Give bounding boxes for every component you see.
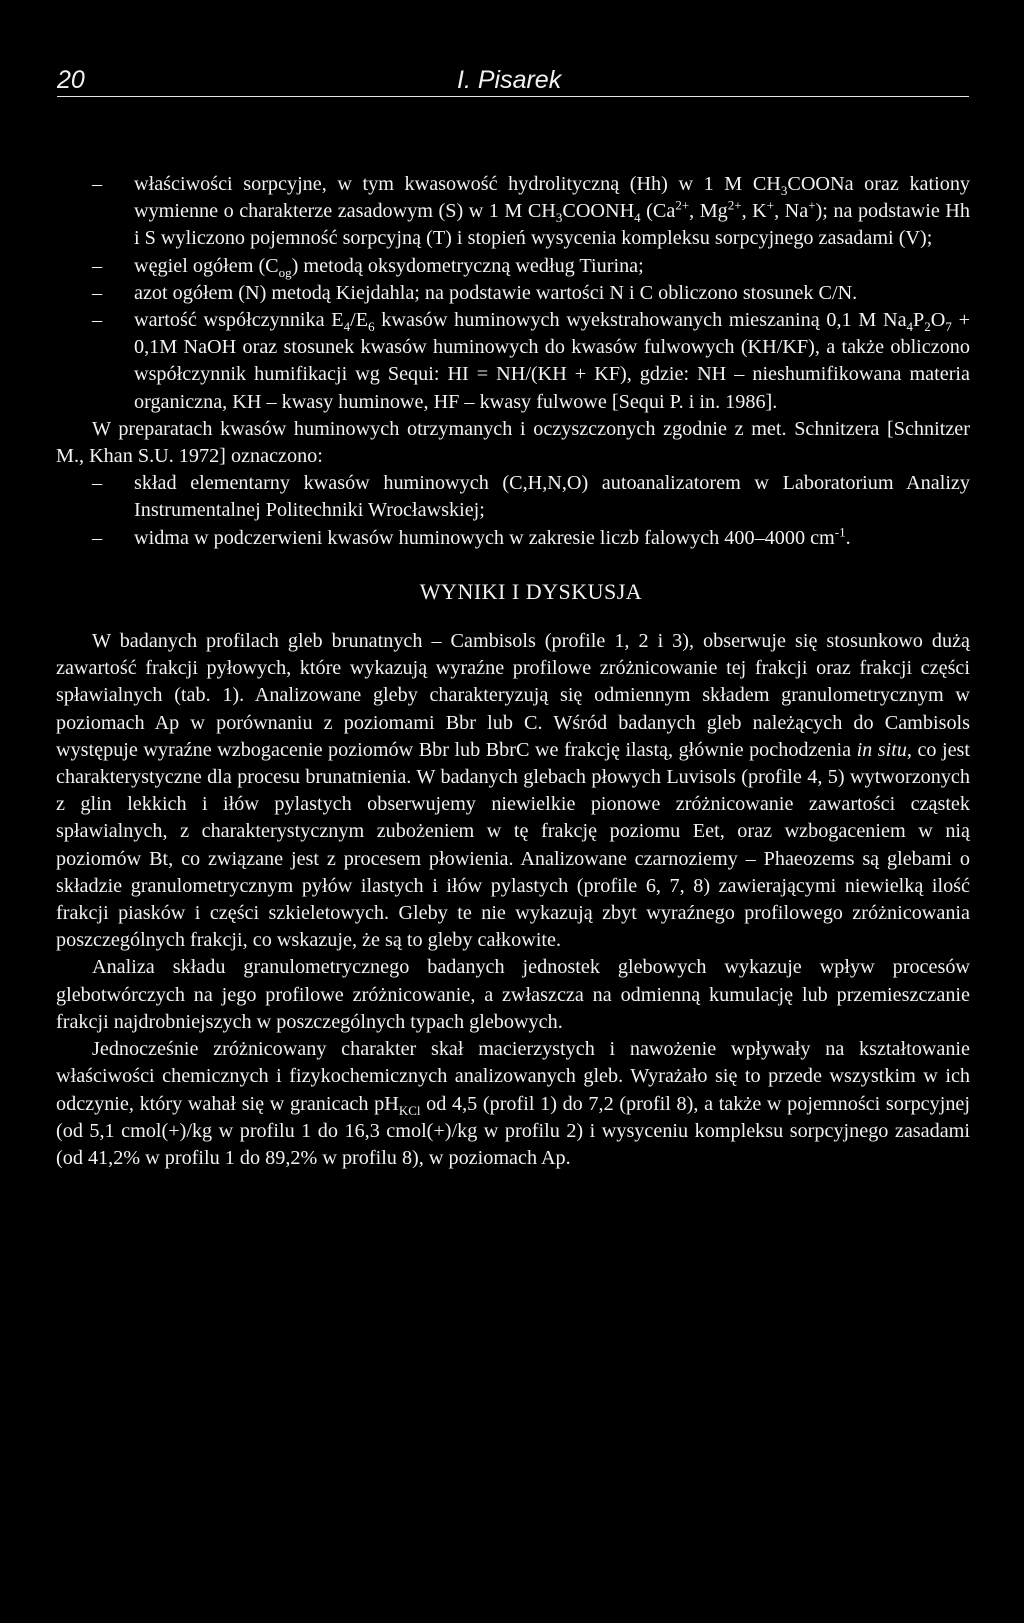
list-item-elemental: – skład elementarny kwasów huminowych (C,H,N,O) autoanalizatorem w Laboratorium Analizy Instrumentalnej Politechniki Wrocławskiej;: [92, 472, 970, 522]
list-item-sorption: – właściwości sorpcyjne, w tym kwasowość hydrolityczną (Hh) w 1 M $CH_3COONa$ oraz kationy wymienne o charakterze zasadowym (S) w 1 M $CH_3COONH_4$ ($Ca^{2+}$, $Mg^{2+}$, K+, Na+); na podstawie Hh i S wyliczono pojemność sorpcyjną (T) i stopień wysycenia kompleksu sorpcyjnego zasadami (V);: [92, 173, 971, 250]
bullet-dash: –: [92, 309, 103, 332]
list-item-carbon: – węgiel ogółem $(C_{og})$ metodą oksydometryczną według Tiurina;: [92, 254, 644, 280]
list-item-nitrogen: – azot ogółem (N) metodą Kiejdahla; na podstawie wartości N i C obliczono stosunek C/N.: [92, 280, 970, 307]
page-header: [57, 64, 969, 97]
paragraph-preparations: W preparatach kwasów huminowych otrzymanych i oczyszczonych zgodnie z met. Schnitzera [Schnitzer M., Khan S.U. 1972] oznaczono:: [56, 417, 970, 468]
bullet-dash: –: [92, 281, 103, 304]
paragraph-results-2: Analiza składu granulometrycznego badanych jednostek glebowych wykazuje wpływ procesów glebotwórczych na jego profilowe zróżnicowanie, a zwłaszcza na odmienną kumulację lub przemieszczanie frakcji najdrobniejszych w poszczególnych typach glebowych.: [56, 956, 970, 1033]
body-text: [56, 171, 971, 1172]
paragraph-results-1: W badanych profilach gleb brunatnych – Cambisols (profile 1, 2 i 3), obserwuje się stosunkowo dużą zawartość frakcji pyłowych, które wykazują wyraźne profilowe zróżnicowanie tej frakcji oraz frakcji części spławialnych (tab. 1). Analizowane gleby charakteryzują się odmiennym składem granulometrycznym w poziomach Ap w porównaniu z poziomami Bbr lub C. Wśród badanych gleb należących do Cambisols występuje wyraźne wzbogacenie poziomów Bbr lub BbrC we frakcję ilastą, głównie pochodzenia in situ, co jest charakterystyczne dla procesu brunatnienia. W badanych glebach płowych Luvisols (profile 4, 5) wytworzonych z glin lekkich i iłów pylastych obserwujemy niewielkie pionowe zróżnicowanie zawartości cząstek spławialnych, z charakterystycznym zubożeniem w tę frakcję poziomu Eet, oraz wzbogaceniem w nią poziomów Bt, co związane jest z procesem płowienia. Analizowane czarnoziemy – Phaeozems są glebami o składzie granulometrycznym pyłów ilastych i iłów pylastych (profile 6, 7, 8) zawierającymi niewielką ilość frakcji piasków i części szkieletowych. Gleby te nie wykazują zbyt wyraźnego profilowego zróżnicowania poszczególnych frakcji, co wskazuje, że są to gleby całkowite.: [56, 630, 971, 952]
bullet-dash: –: [92, 472, 103, 495]
paragraph-results-3: Jednocześnie zróżnicowany charakter skał macierzystych i nawożenie wpływały na kształtowanie właściwości chemicznych i fizykochemicznych analizowanych gleb. Wyrażało się to przede wszystkim w ich odczynie, który wahał się w granicach $pH_{KCl}$ od 4,5 (profil 1) do 7,2 (profil 8), a także w pojemności sorpcyjnej (od 5,1 cmol(+)/kg w profilu 1 do 16,3 cmol(+)/kg w profilu 2) i wysyceniu kompleksu sorpcyjnego zasadami (od 41,2% w profilu 1 do 89,2% w profilu 8), w poziomach Ap.: [56, 1038, 970, 1169]
bullet-dash: –: [92, 254, 103, 277]
page-number: 20: [57, 66, 85, 94]
running-head: I. Pisarek: [457, 66, 562, 94]
list-item-infrared: – widma w podczerwieni kwasów huminowych w zakresie liczb falowych 400–4000 $cm^{-1}$.: [92, 525, 970, 552]
bullet-dash: –: [92, 173, 103, 195]
bullet-dash: –: [92, 526, 103, 549]
section-heading: WYNIKI I DYSKUSJA: [419, 578, 643, 604]
list-item-e4e6: – wartość współczynnika $E_4/E_6$ kwasów huminowych wyekstrahowanych mieszaniną 0,1 M $Na_4P_2O_7 + 0,1M$ NaOH oraz stosunek kwasów huminowych do kwasów fulwowych (KH/KF), a także obliczono współczynnik humifikacji wg Sequi: HI = NH/(KH + KF), gdzie: NH – nieshumifikowana materia organiczna, KH – kwasy huminowe, HF – kwasy fulwowe [Sequi P. i in. 1986].: [92, 309, 970, 413]
